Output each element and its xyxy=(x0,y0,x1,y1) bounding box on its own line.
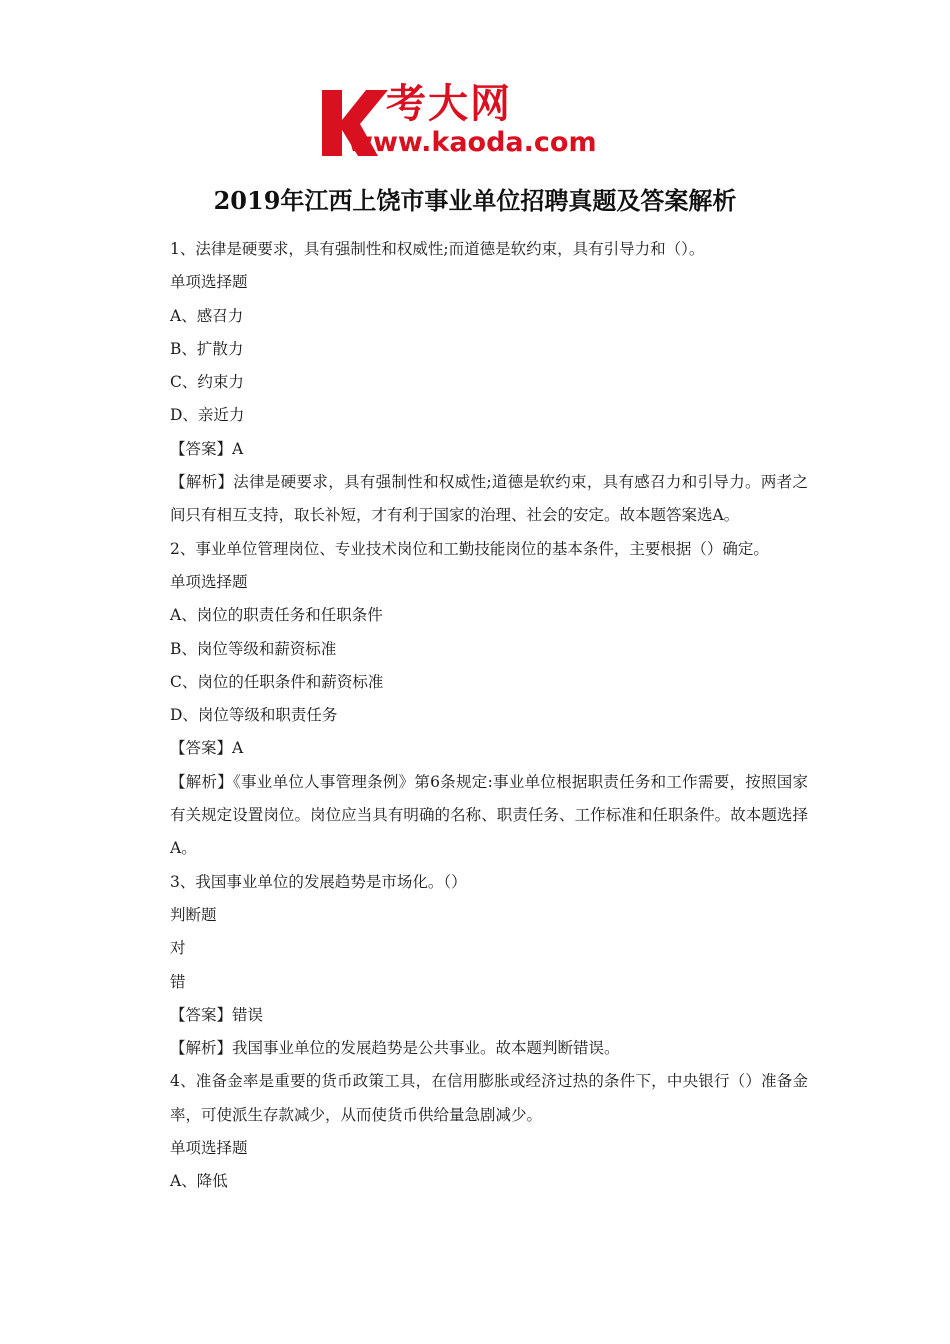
option-item: 对 xyxy=(170,939,186,958)
kaoda-logo xyxy=(318,80,638,160)
analysis-paragraph: 【解析】我国事业单位的发展趋势是公共事业。故本题判断错误。 xyxy=(170,1039,620,1058)
option-item: D、岗位等级和职责任务 xyxy=(170,706,338,725)
answer-line: 【答案】A xyxy=(170,739,244,758)
option-item: C、岗位的任职条件和薪资标准 xyxy=(170,672,384,691)
question-list xyxy=(146,233,808,1199)
option-item: D、亲近力 xyxy=(170,406,245,425)
logo-brand-name: 考大网 xyxy=(386,81,512,127)
question-stem: 4、准备金率是重要的货币政策工具，在信用膨胀或经济过热的条件下，中央银行（）准备金率，可使派生存款减少，从而使货币供给量急剧减少。 xyxy=(170,1072,808,1124)
question-type: 单项选择题 xyxy=(170,273,248,292)
option-item: 错 xyxy=(170,972,186,991)
page-title: 2019年江西上饶市事业单位招聘真题及答案解析 xyxy=(213,186,737,215)
logo-url: www.kaoda.com xyxy=(348,127,597,158)
option-item: C、约束力 xyxy=(170,373,244,392)
question-stem: 3、我国事业单位的发展趋势是市场化。（） xyxy=(170,872,467,891)
question-stem: 1、法律是硬要求，具有强制性和权威性;而道德是软约束，具有引导力和（）。 xyxy=(170,240,705,258)
question-type: 单项选择题 xyxy=(170,1139,248,1158)
question-type: 判断题 xyxy=(170,905,217,924)
question-type: 单项选择题 xyxy=(170,572,248,591)
option-item: B、扩散力 xyxy=(170,339,244,358)
question-stem: 2、事业单位管理岗位、专业技术岗位和工勤技能岗位的基本条件，主要根据（）确定。 xyxy=(170,539,769,558)
analysis-paragraph: 【解析】《事业单位人事管理条例》第6条规定:事业单位根据职责任务和工作需要，按照国家有关规定设置岗位。岗位应当具有明确的名称、职责任务、工作标准和任职条件。故本题选择A。 xyxy=(170,772,808,858)
option-item: A、岗位的职责任务和任职条件 xyxy=(170,606,383,625)
answer-line: 【答案】错误 xyxy=(170,1005,264,1024)
option-item: A、降低 xyxy=(170,1172,228,1191)
analysis-paragraph: 【解析】法律是硬要求，具有强制性和权威性;道德是软约束，具有感召力和引导力。两者之间只有相互支持，取长补短，才有利于国家的治理、社会的安定。故本题答案选A。 xyxy=(170,473,808,525)
answer-line: 【答案】A xyxy=(170,439,244,458)
option-item: B、岗位等级和薪资标准 xyxy=(170,639,337,658)
option-item: A、感召力 xyxy=(170,306,244,325)
